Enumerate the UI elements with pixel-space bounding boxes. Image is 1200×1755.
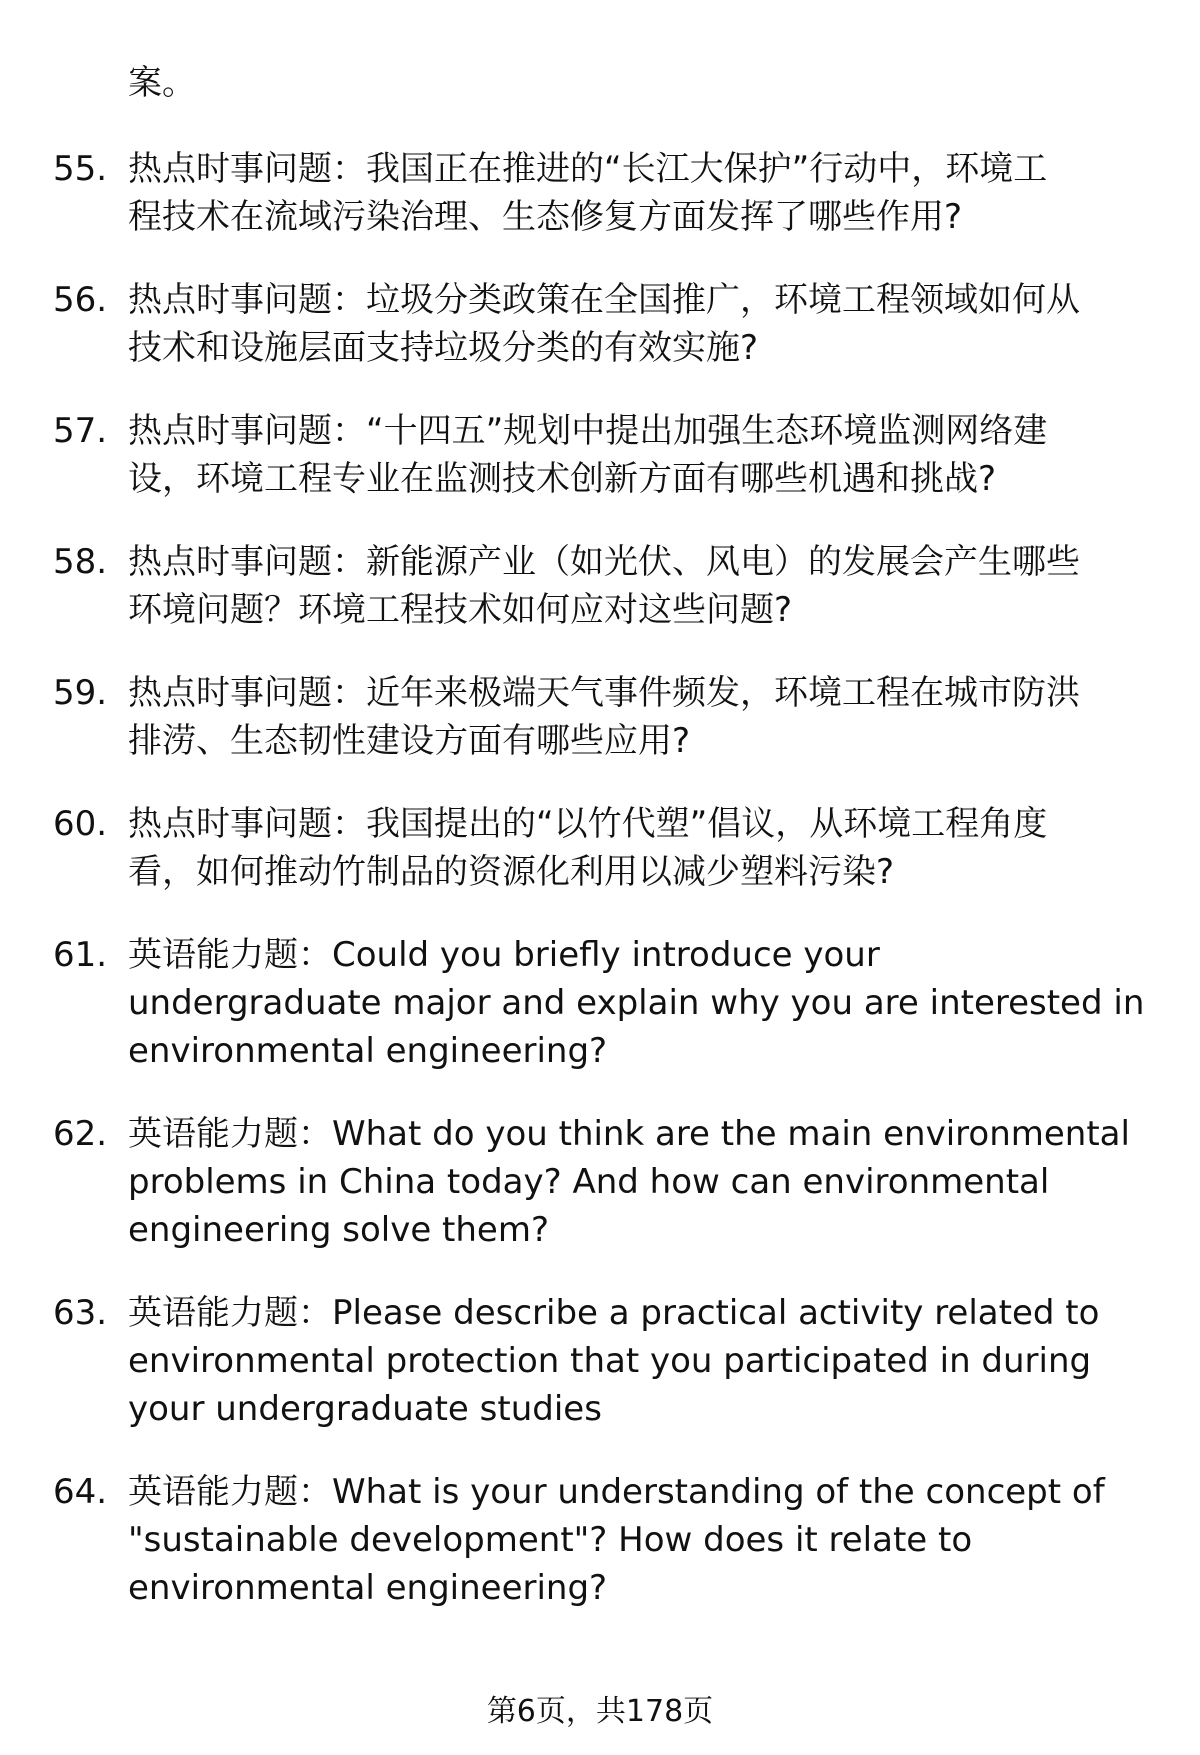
question-number: 63. [53,1293,108,1333]
question-text-line: engineering solve them? [128,1210,550,1250]
question-text [128,1110,1188,1254]
question-text-line: 热点时事问题：近年来极端天气事件频发，环境工程在城市防洪 [128,673,1080,713]
question-item [0,669,1200,765]
question-text-line: 排涝、生态韧性建设方面有哪些应用? [128,721,691,761]
question-item [0,276,1200,372]
question-item [0,145,1200,241]
question-text-line: 英语能力题：Please describe a practical activity related to [128,1293,1100,1333]
question-item [0,1468,1200,1612]
question-item [0,407,1200,503]
question-text [128,276,1188,372]
question-text [128,145,1188,241]
question-number: 56. [53,280,108,320]
previous-item-continuation: 案。 [128,63,196,103]
question-text-line: your undergraduate studies [128,1389,602,1429]
question-number: 57. [53,411,108,451]
question-item [0,931,1200,1075]
question-text-line: 英语能力题：Could you briefly introduce your [128,935,880,975]
question-text-line: "sustainable development"? How does it relate to [128,1520,973,1560]
question-text [128,669,1188,765]
question-text [128,800,1188,896]
question-text-line: 看，如何推动竹制品的资源化利用以减少塑料污染? [128,852,895,892]
question-number: 64. [53,1472,108,1512]
question-item [0,538,1200,634]
question-number: 61. [53,935,108,975]
question-text-line: 技术和设施层面支持垃圾分类的有效实施? [128,328,759,368]
question-text-line: environmental engineering? [128,1568,608,1608]
question-text-line: undergraduate major and explain why you are interested in [128,983,1145,1023]
question-text [128,407,1188,503]
question-text-line: 环境问题？环境工程技术如何应对这些问题? [128,590,793,630]
question-text-line: 热点时事问题：新能源产业（如光伏、风电）的发展会产生哪些 [128,542,1080,582]
question-text-line: 英语能力题：What is your understanding of the concept of [128,1472,1105,1512]
question-text-line: 热点时事问题：我国提出的“以竹代塑”倡议，从环境工程角度 [128,804,1048,844]
question-text-line: 设，环境工程专业在监测技术创新方面有哪些机遇和挑战? [128,459,997,499]
page-footer: 第6页，共178页 [486,1694,714,1729]
question-text [128,931,1188,1075]
question-text-line: 热点时事问题：我国正在推进的“长江大保护”行动中，环境工 [128,149,1048,189]
question-number: 59. [53,673,108,713]
question-text-line: 程技术在流域污染治理、生态修复方面发挥了哪些作用? [128,197,963,237]
question-number: 58. [53,542,108,582]
question-text-line: 英语能力题：What do you think are the main environmental [128,1114,1130,1154]
question-number: 55. [53,149,108,189]
question-number: 60. [53,804,108,844]
question-text-line: environmental engineering? [128,1031,608,1071]
question-text-line: problems in China today? And how can environmental [128,1162,1050,1202]
question-text [128,538,1188,634]
question-text [128,1468,1188,1612]
question-text [128,1289,1188,1433]
question-item [0,1289,1200,1433]
question-text-line: environmental protection that you participated in during [128,1341,1092,1381]
question-list [0,145,1200,1647]
question-text-line: 热点时事问题：垃圾分类政策在全国推广，环境工程领域如何从 [128,280,1080,320]
question-item [0,1110,1200,1254]
question-item [0,800,1200,896]
question-number: 62. [53,1114,108,1154]
question-text-line: 热点时事问题：“十四五”规划中提出加强生态环境监测网络建 [128,411,1048,451]
